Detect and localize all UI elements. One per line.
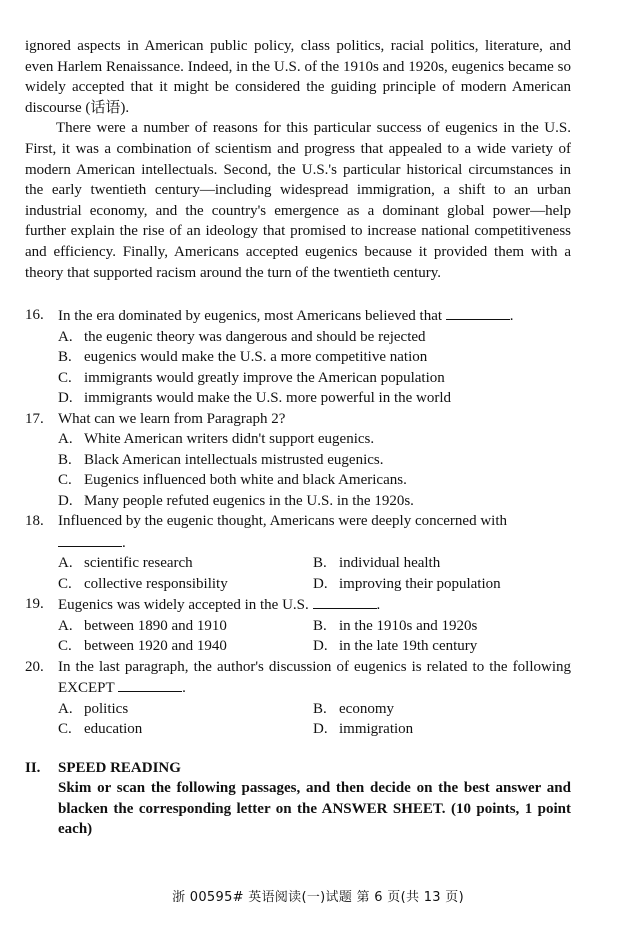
option xyxy=(58,719,313,740)
question-number: 20. xyxy=(25,658,44,675)
option-text: the eugenic theory was dangerous and should be rejected xyxy=(84,328,426,345)
option-text: Many people refuted eugenics in the U.S. in the 1920s. xyxy=(84,492,414,509)
option-text: immigration xyxy=(339,721,414,738)
option-text: education xyxy=(84,721,143,738)
question-end: . xyxy=(509,308,514,325)
option-text: improving their population xyxy=(339,575,501,592)
option-letter: C. xyxy=(58,472,72,489)
option xyxy=(25,429,571,450)
question-stem: In the last paragraph, the author's discussion of eugenics is related to the following EXCEPT xyxy=(58,658,571,697)
section-heading xyxy=(25,758,571,779)
option-text: immigrants would greatly improve the American population xyxy=(84,369,445,386)
option-text: individual health xyxy=(339,555,441,572)
option xyxy=(313,574,568,595)
page-footer: 浙 00595# 英语阅读(一)试题 第 6 页(共 13 页) xyxy=(172,890,464,905)
option-text: economy xyxy=(339,700,394,717)
section-title: SPEED READING xyxy=(58,759,181,776)
options-16 xyxy=(25,327,571,409)
option xyxy=(313,553,568,574)
question-end: . xyxy=(182,680,186,697)
option xyxy=(58,636,313,657)
question-number: 17. xyxy=(25,410,44,427)
options-20 xyxy=(25,699,571,740)
option-letter: B. xyxy=(58,451,72,468)
option-letter: D. xyxy=(58,390,73,407)
option-text: White American writers didn't support eugenics. xyxy=(84,431,375,448)
option xyxy=(25,491,571,512)
option-text: between 1920 and 1940 xyxy=(84,638,227,655)
option xyxy=(313,636,568,657)
option xyxy=(25,368,571,389)
option-letter: C. xyxy=(58,575,72,592)
question-number: 19. xyxy=(25,596,44,613)
option xyxy=(58,699,313,720)
question-end: . xyxy=(376,597,381,614)
section-speed-reading xyxy=(25,758,571,840)
option-text: immigrants would make the U.S. more powerful in the world xyxy=(84,390,452,407)
question-16 xyxy=(25,305,571,327)
options-17 xyxy=(25,429,571,511)
option-text: Black American intellectuals mistrusted eugenics. xyxy=(84,451,384,468)
answer-blank xyxy=(313,594,377,609)
option-text: Eugenics influenced both white and black Americans. xyxy=(84,472,407,489)
options-18 xyxy=(25,553,571,594)
question-stem: Influenced by the eugenic thought, Americans were deeply concerned with xyxy=(58,513,507,530)
option xyxy=(58,553,313,574)
question-stem: Eugenics was widely accepted in the U.S. xyxy=(58,597,309,614)
passage-paragraph-1: ignored aspects in American public policy, class politics, racial politics, literature, and even Harlem Renaissance. Indeed, in the U.S. of the 1910s and 1920s, eugenics became so widely accepted that it might be considered the guiding principle of modern American discourse (话语). xyxy=(25,38,571,116)
option-letter: B. xyxy=(58,349,72,366)
option xyxy=(25,347,571,368)
option xyxy=(58,574,313,595)
option-row xyxy=(25,636,571,657)
option-letter: C. xyxy=(58,369,72,386)
answer-blank xyxy=(446,305,510,320)
passage-paragraph-2: There were a number of reasons for this particular success of eugenics in the U.S. First, it was a combination of scientism and progress that appealed to a wide variety of modern American intellectuals. Second, the U.S.'s particular historical circumstances in the early twentieth century—including widespread immigration, a shift to an urban industrial economy, and the country's emergence as a dominant global power—help further explain the rise of an ideology that promised to increase national competitiveness and efficiency. Finally, Americans accepted eugenics because it provided them with a theory that supported racism around the turn of the twentieth century. xyxy=(25,120,571,281)
option-letter: B. xyxy=(313,555,327,572)
option xyxy=(25,327,571,348)
option-text: politics xyxy=(84,700,129,717)
options-19 xyxy=(25,616,571,657)
question-19 xyxy=(25,594,571,616)
option xyxy=(25,388,571,409)
question-stem: What can we learn from Paragraph 2? xyxy=(58,410,286,427)
option-letter: C. xyxy=(58,721,72,738)
option-letter: D. xyxy=(313,638,328,655)
option-letter: A. xyxy=(58,555,73,572)
option-letter: C. xyxy=(58,638,72,655)
option-letter: D. xyxy=(58,492,73,509)
option-letter: B. xyxy=(313,700,327,717)
option-text: collective responsibility xyxy=(84,575,228,592)
option xyxy=(58,616,313,637)
option-text: between 1890 and 1910 xyxy=(84,617,227,634)
option-text: scientific research xyxy=(84,555,193,572)
option-row xyxy=(25,616,571,637)
option-letter: A. xyxy=(58,700,73,717)
option-text: eugenics would make the U.S. a more competitive nation xyxy=(84,349,428,366)
question-end: . xyxy=(122,534,126,551)
option-letter: B. xyxy=(313,617,327,634)
option xyxy=(25,450,571,471)
option-row xyxy=(25,719,571,740)
option-letter: D. xyxy=(313,721,328,738)
option xyxy=(313,699,568,720)
question-18 xyxy=(25,511,571,553)
question-stem: In the era dominated by eugenics, most Americans believed that xyxy=(58,308,443,325)
section-instruction: Skim or scan the following passages, and then decide on the best answer and blacken the corresponding letter on the ANSWER SHEET. (10 points, 1 point each) xyxy=(58,780,571,838)
option-letter: A. xyxy=(58,431,73,448)
option-text: in the 1910s and 1920s xyxy=(339,617,478,634)
question-number: 16. xyxy=(25,307,44,324)
option-letter: A. xyxy=(58,617,73,634)
question-number: 18. xyxy=(25,513,44,530)
question-list xyxy=(25,305,571,740)
option xyxy=(313,719,568,740)
exam-page xyxy=(25,36,571,840)
answer-blank xyxy=(58,532,122,547)
option-letter: A. xyxy=(58,328,73,345)
question-17 xyxy=(25,409,571,430)
question-20 xyxy=(25,657,571,699)
section-number: II. xyxy=(25,759,41,776)
option-row xyxy=(25,574,571,595)
option-row xyxy=(25,553,571,574)
option-text: in the late 19th century xyxy=(339,638,478,655)
option-row xyxy=(25,699,571,720)
answer-blank xyxy=(118,677,182,692)
option-letter: D. xyxy=(313,575,328,592)
option xyxy=(313,616,568,637)
option xyxy=(25,470,571,491)
